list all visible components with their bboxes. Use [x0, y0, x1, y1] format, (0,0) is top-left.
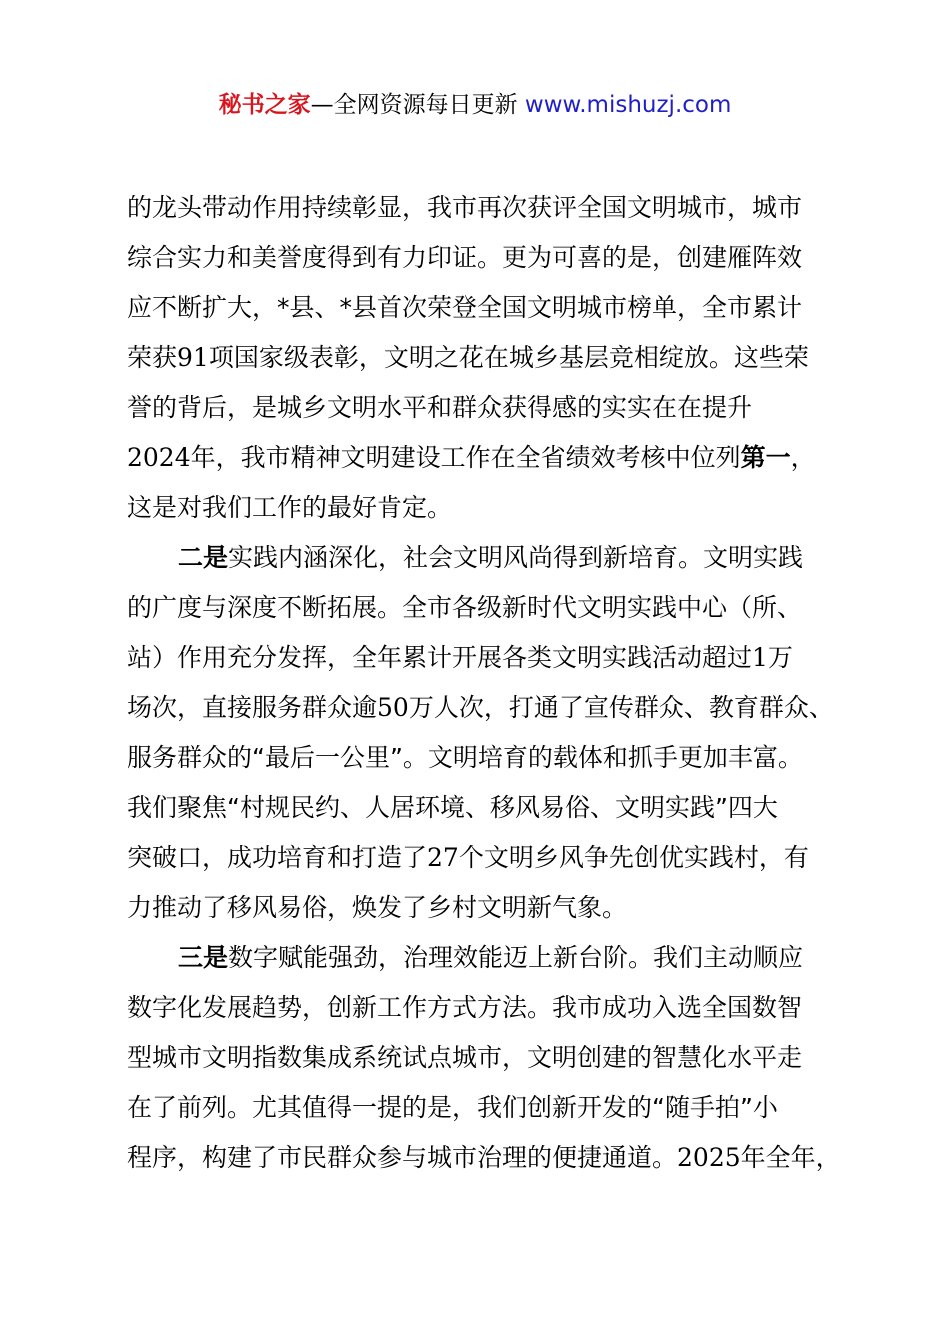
site-tagline: —全网资源每日更新 [310, 92, 518, 118]
site-url-link[interactable]: www.mishuzj.com [524, 92, 732, 118]
text-line: 三是数字赋能强劲，治理效能迈上新台阶。我们主动顺应 [178, 943, 804, 972]
emphasis-first: 第一 [740, 443, 791, 472]
text-line: 突破口，成功培育和打造了27个文明乡风争先创优实践村，有 [127, 843, 809, 872]
paragraph-3 [127, 933, 847, 1183]
text-line: 的广度与深度不断拓展。全市各级新时代文明实践中心（所、 [127, 593, 803, 622]
section-lead-2: 二是 [178, 543, 229, 572]
text-line: 的龙头带动作用持续彰显，我市再次获评全国文明城市，城市 [127, 193, 803, 222]
document-body [127, 183, 847, 1183]
text-line: 型城市文明指数集成系统试点城市，文明创建的智慧化水平走 [127, 1043, 803, 1072]
text-line: 站）作用充分发挥，全年累计开展各类文明实践活动超过1万 [127, 643, 793, 672]
section-lead-3: 三是 [178, 943, 229, 972]
text-line: 程序，构建了市民群众参与城市治理的便捷通道。2025年全年， [127, 1143, 841, 1172]
paragraph-2 [127, 533, 847, 933]
text-line: 二是实践内涵深化，社会文明风尚得到新培育。文明实践 [178, 543, 804, 572]
text-line: 荣获91项国家级表彰，文明之花在城乡基层竞相绽放。这些荣 [127, 343, 809, 372]
site-header [0, 88, 950, 122]
text-line: 在了前列。尤其值得一提的是，我们创新开发的“随手拍”小 [127, 1093, 778, 1122]
text-line: 综合实力和美誉度得到有力印证。更为可喜的是，创建雁阵效 [127, 243, 803, 272]
text-line: 这是对我们工作的最好肯定。 [127, 493, 453, 522]
text-line: 数字化发展趋势，创新工作方式方法。我市成功入选全国数智 [127, 993, 803, 1022]
text-line: 服务群众的“最后一公里”。文明培育的载体和抓手更加丰富。 [127, 743, 803, 772]
text-line: 力推动了移风易俗，焕发了乡村文明新气象。 [127, 893, 628, 922]
paragraph-1 [127, 183, 847, 533]
text-line: 场次，直接服务群众逾50万人次，打通了宣传群众、教育群众、 [127, 693, 834, 722]
site-brand: 秘书之家 [218, 92, 311, 118]
text-line: 2024年，我市精神文明建设工作在全省绩效考核中位列第一， [127, 443, 816, 472]
text-line: 誉的背后，是城乡文明水平和群众获得感的实实在在提升 [127, 393, 753, 422]
text-line: 我们聚焦“村规民约、人居环境、移风易俗、文明实践”四大 [127, 793, 778, 822]
text-line: 应不断扩大，*县、*县首次荣登全国文明城市榜单，全市累计 [127, 293, 803, 322]
